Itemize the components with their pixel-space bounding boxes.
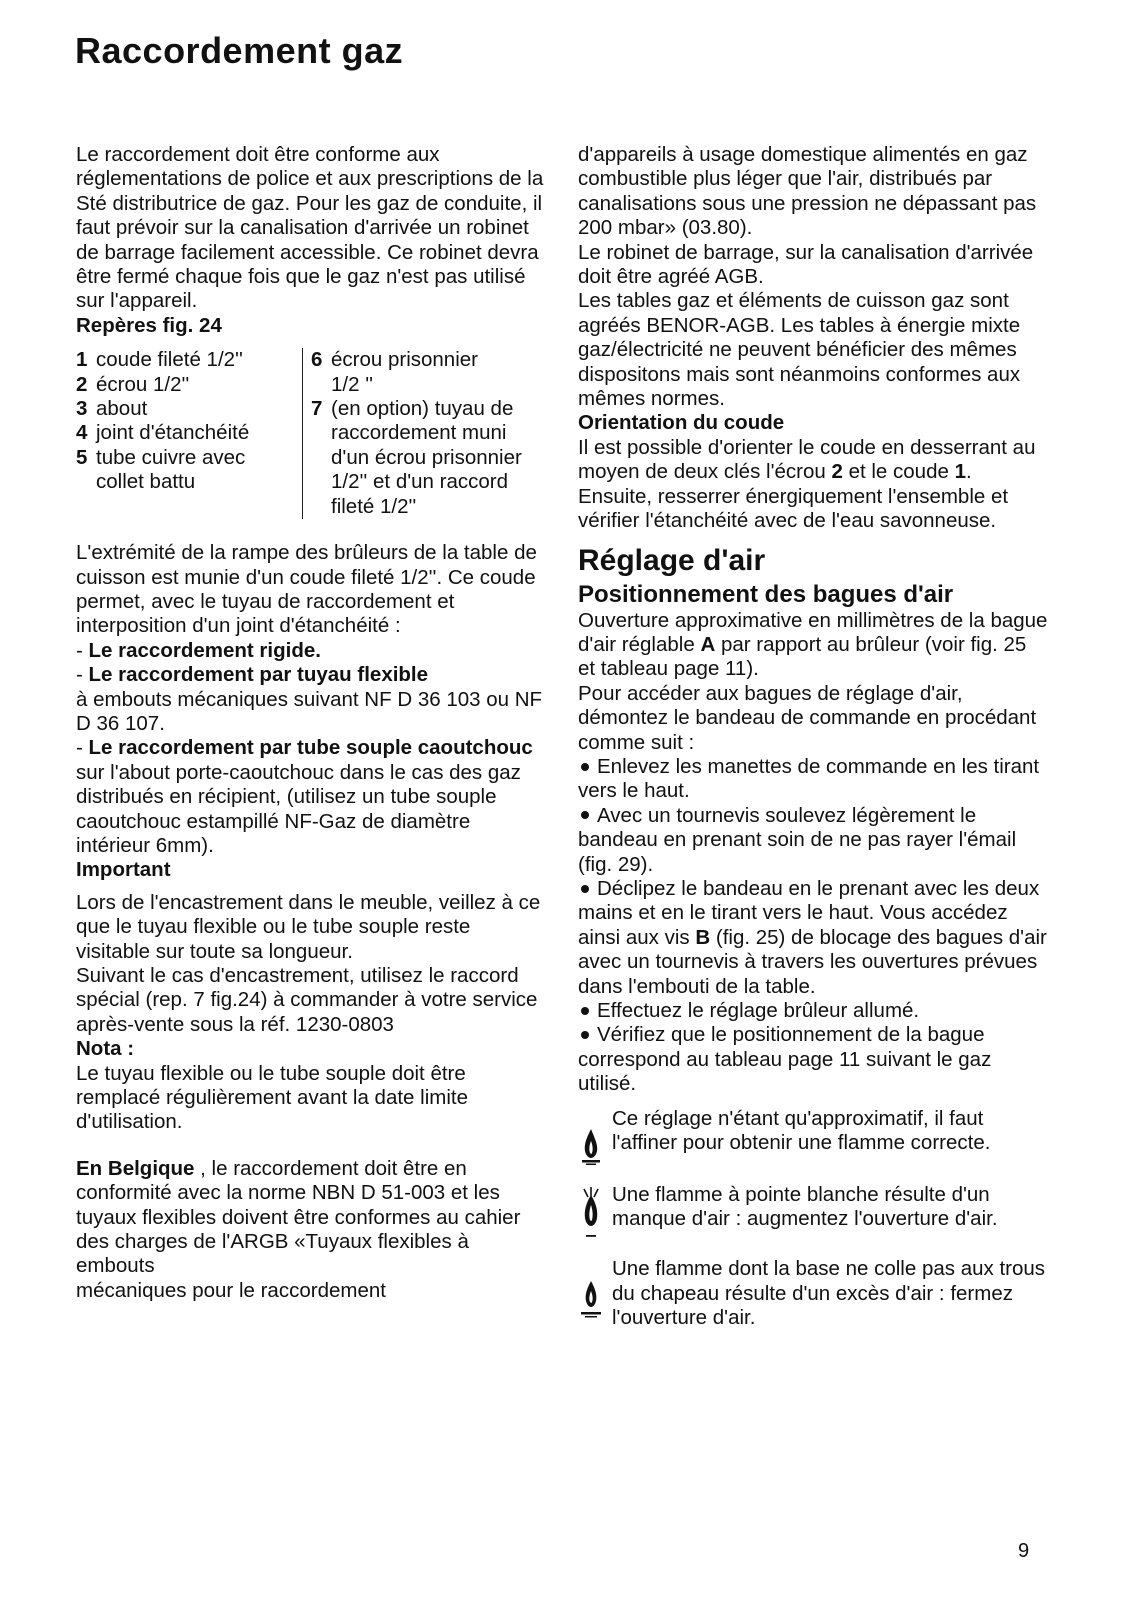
acces-paragraph: Pour accéder aux bagues de réglage d'air, démontez le bandeau de commande en procédant comme suit : bbox=[578, 681, 1037, 754]
positionnement-paragraph: Ouverture approximative en millimètres de la bague d'air réglable A par rapport au brûleur (voir fig. 25 et tableau page 11). bbox=[578, 608, 1048, 681]
flame-note-correct-text: Ce réglage n'étant qu'approximatif, il faut l'affiner pour obtenir une flamme correcte. bbox=[612, 1106, 991, 1155]
bullet-icon bbox=[581, 811, 589, 819]
orientation-paragraph-2: Ensuite, resserrer énergiquement l'ensemble et vérifier l'étanchéité avec de l'eau savonneuse. bbox=[578, 484, 1009, 533]
bullet-item: Vérifiez que le positionnement de la bague correspond au tableau page 11 suivant le gaz utilisé. bbox=[578, 1023, 992, 1096]
robinet-paragraph: Le robinet de barrage, sur la canalisation d'arrivée doit être agréé AGB. bbox=[578, 240, 1034, 289]
important-paragraph-1: Lors de l'encastrement dans le meuble, veillez à ce que le tuyau flexible ou le tube souple reste visitable sur toute sa longueur. bbox=[76, 890, 541, 963]
benor-paragraph: Les tables gaz et éléments de cuisson gaz sont agréés BENOR-AGB. Les tables à énergie mixte gaz/électricité ne peuvent bénéficier des mêmes dispositons mais sont néanmoins conformes aux mêmes normes. bbox=[578, 289, 1021, 411]
flame-note-exces-air-text: Une flamme dont la base ne colle pas aux trous du chapeau résulte d'un excès d'air : fermez l'ouverture d'air. bbox=[612, 1257, 1046, 1330]
lifted-flame-icon bbox=[578, 1257, 612, 1327]
bullet-icon bbox=[581, 1031, 589, 1039]
bullet-item: Enlevez les manettes de commande en les tirant vers le haut. bbox=[578, 754, 1040, 803]
option-souple: - Le raccordement par tube souple caoutchouc sur l'about porte-caoutchouc dans le cas des gaz distribués en récipient, (utilisez un tube souple caoutchouc estampillé NF-Gaz de diamètre intérieur 6mm). bbox=[76, 736, 533, 857]
page-number: 9 bbox=[1018, 1540, 1030, 1562]
legend-item: 6 écrou prisonnier 1/2 '' bbox=[311, 348, 478, 396]
flame-note-exces-air bbox=[578, 1257, 1048, 1330]
legend-item: 2 écrou 1/2'' bbox=[76, 372, 190, 396]
option-flexible: - Le raccordement par tuyau flexible à embouts mécaniques suivant NF D 36 103 ou NF D 36 107. bbox=[76, 663, 543, 735]
reperes-column-2 bbox=[302, 348, 546, 519]
positionnement-heading: Positionnement des bagues d'air bbox=[578, 580, 954, 608]
reperes-legend bbox=[76, 348, 546, 519]
left-column bbox=[76, 143, 546, 1303]
nota-heading: Nota : bbox=[76, 1037, 135, 1061]
legend-item: 5 tube cuivre avec collet battu bbox=[76, 445, 246, 494]
orientation-paragraph-1: Il est possible d'orienter le coude en desserrant au moyen de deux clés l'écrou 2 et le coude 1. bbox=[578, 435, 1036, 484]
correct-flame-icon bbox=[578, 1107, 612, 1173]
flame-note-correct bbox=[578, 1107, 1048, 1173]
reglage-heading: Réglage d'air bbox=[578, 543, 766, 577]
coude-paragraph: L'extrémité de la rampe des brûleurs de la table de cuisson est munie d'un coude fileté 1/2''. Ce coude permet, avec le tuyau de raccordement et interposition d'un joint d'étanchéité : bbox=[76, 541, 537, 638]
important-paragraph-2: Suivant le cas d'encastrement, utilisez le raccord spécial (rep. 7 fig.24) à commander à votre service après-vente sous la réf. 1230-0803 bbox=[76, 964, 538, 1036]
bullet-icon bbox=[581, 885, 589, 893]
reperes-heading: Repères fig. 24 bbox=[76, 313, 222, 337]
page-title: Raccordement gaz bbox=[75, 30, 404, 71]
nota-paragraph: Le tuyau flexible ou le tube souple doit être remplacé régulièrement avant la date limite d'utilisation. bbox=[76, 1061, 468, 1134]
orientation-heading: Orientation du coude bbox=[578, 411, 785, 435]
bullet-item: Déclipez le bandeau en le prenant avec les deux mains et en le tirant vers le haut. Vous accédez ainsi aux vis B (fig. 25) de blocage des bagues d'air avec un tournevis à travers les ouvertures prévues dans l'embouti de la table. bbox=[578, 876, 1047, 998]
intro-paragraph: Le raccordement doit être conforme aux réglementations de police et aux prescriptions de la Sté distributrice de gaz. Pour les gaz de conduite, il faut prévoir sur la canalisation d'arrivée un robinet de barrage facilement accessible. Ce robinet devra être fermé chaque fois que le gaz n'est pas utilisé sur l'appareil. bbox=[76, 143, 544, 313]
continued-paragraph: d'appareils à usage domestique alimentés en gaz combustible plus léger que l'air, distribués par canalisations sous une pression ne dépassant pas 200 mbar» (03.80). bbox=[578, 143, 1037, 240]
bullet-item: Effectuez le réglage brûleur allumé. bbox=[578, 999, 1048, 1023]
reperes-column-1 bbox=[76, 348, 302, 519]
important-heading: Important bbox=[76, 858, 171, 882]
legend-item: 7 (en option) tuyau de raccordement muni d'un écrou prisonnier 1/2'' et d'un raccord fileté 1/2'' bbox=[311, 397, 522, 518]
white-tip-flame-icon bbox=[578, 1183, 612, 1247]
option-rigide: - Le raccordement rigide. bbox=[76, 638, 321, 662]
legend-item: 3 about bbox=[76, 397, 148, 421]
bullet-icon bbox=[581, 763, 589, 771]
legend-item: 1 coude fileté 1/2'' bbox=[76, 348, 243, 372]
bullet-icon bbox=[581, 1007, 589, 1015]
flame-note-manque-air-text: Une flamme à pointe blanche résulte d'un manque d'air : augmentez l'ouverture d'air. bbox=[612, 1183, 998, 1231]
legend-item: 4 joint d'étanchéité bbox=[76, 421, 250, 445]
belgique-paragraph: En Belgique , le raccordement doit être en conformité avec la norme NBN D 51-003 et les tuyaux flexibles doivent être conformes au cahier des charges de l'ARGB «Tuyaux flexibles à embouts mécaniques pour le raccordement bbox=[76, 1156, 521, 1302]
flame-note-manque-air bbox=[578, 1183, 1048, 1247]
right-column bbox=[578, 143, 1048, 1331]
bullet-item: Avec un tournevis soulevez légèrement le bandeau en prenant soin de ne pas rayer l'émail (fig. 29). bbox=[578, 803, 1017, 876]
